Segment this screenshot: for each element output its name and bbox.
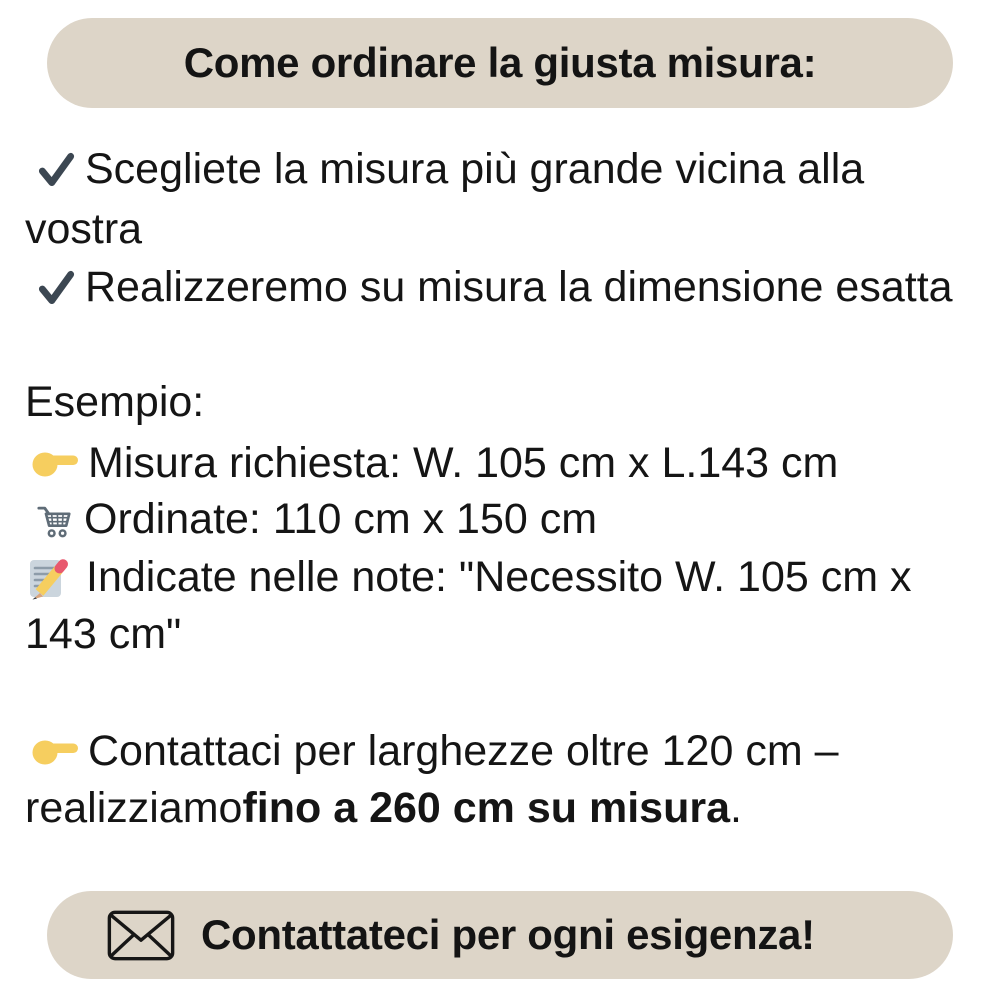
step-choose-size [25,141,864,199]
step-exact-size [25,259,953,317]
step-choose-size-text: Scegliete la misura più grande vicina alla [85,145,865,194]
example-note-wrap [25,606,181,664]
page-title: Come ordinare la giusta misura: [183,39,817,86]
example-order-row [25,491,597,549]
contact-line1-text: Contattaci per larghezze oltre 120 cm – [88,727,839,776]
contact-line2-prefix: realizziamo [25,784,243,833]
header-banner [47,18,953,108]
example-request-text: Misura richiesta: W. 105 cm x L.143 cm [88,439,839,488]
example-request-row [25,435,838,493]
envelope-icon [107,910,175,961]
point-right-icon [31,735,79,769]
footer-banner-text: Contattateci per ogni esigenza! [201,911,815,958]
contact-row-wrap [25,780,742,838]
check-icon [35,149,77,191]
step-exact-size-text: Realizzeremo su misura la dimensione esatta [85,263,953,312]
check-icon [35,267,77,309]
shopping-cart-icon [35,501,75,539]
example-note-row [25,549,912,607]
example-note-text-2: 143 cm" [25,610,182,659]
example-note-text: Indicate nelle note: "Necessito W. 105 cm x [86,553,912,602]
step-choose-size-wrap [25,201,142,259]
contact-line2-bold: fino a 260 cm su misura [242,784,730,833]
memo-icon [27,555,71,601]
footer-banner [47,891,953,979]
contact-row [25,723,839,781]
step-choose-size-text-2: vostra [25,205,143,254]
point-right-icon [31,447,79,481]
example-order-text: Ordinate: 110 cm x 150 cm [84,495,598,544]
example-heading-text: Esempio: [25,378,205,427]
example-heading [25,374,204,432]
contact-line2-suffix: . [730,784,742,833]
